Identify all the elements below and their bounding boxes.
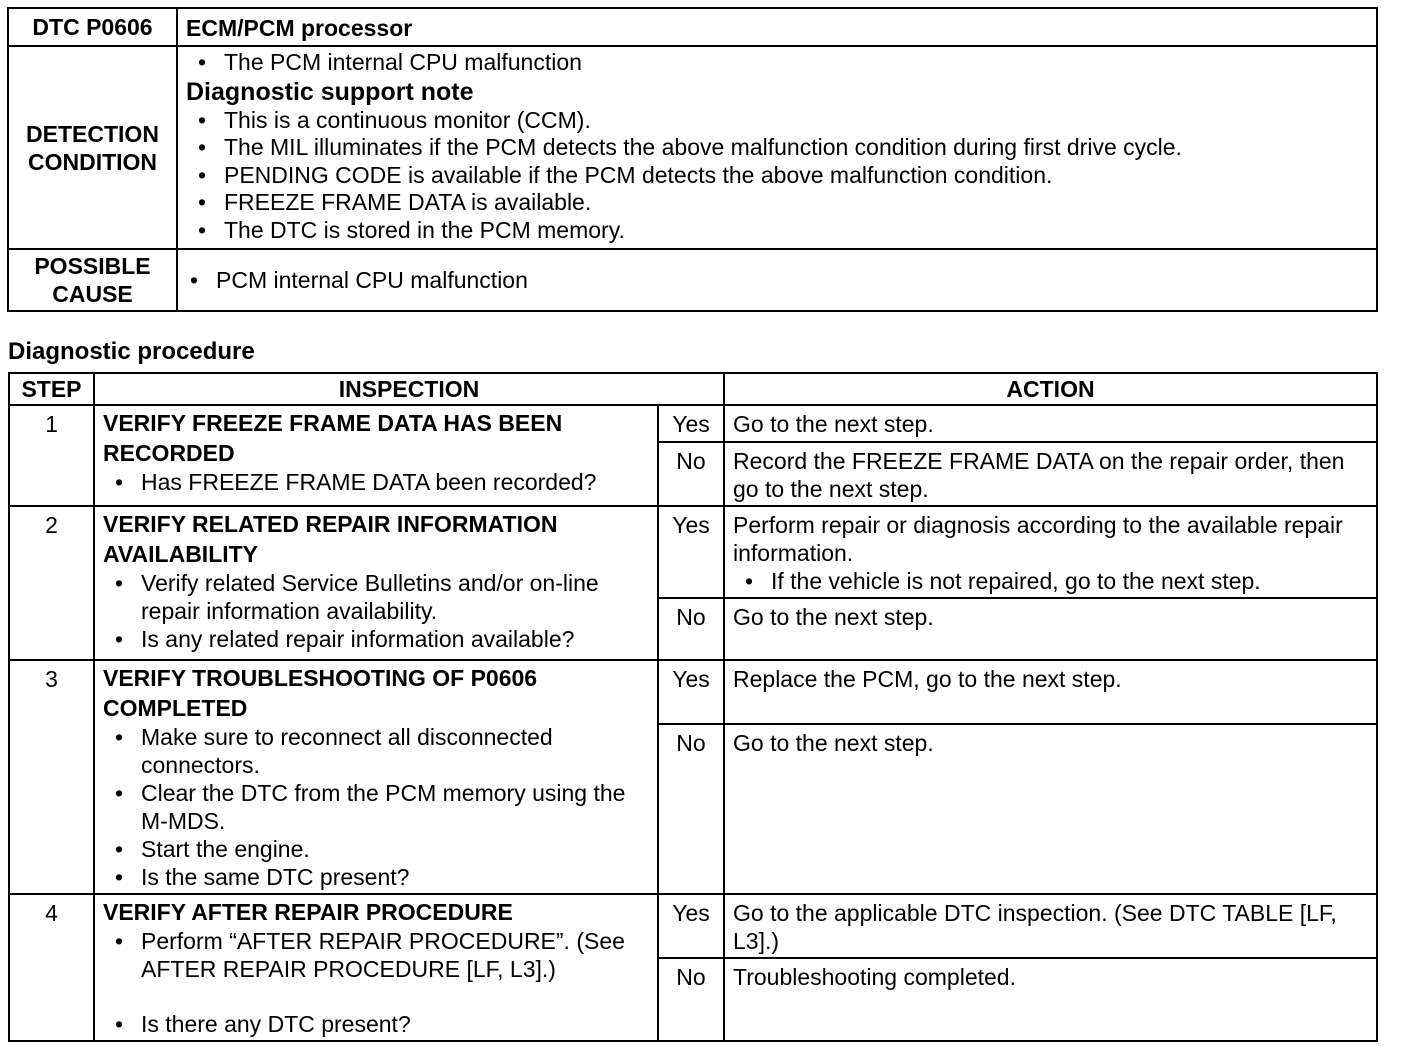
step-title: VERIFY TROUBLESHOOTING OF P0606 COMPLETED bbox=[103, 665, 538, 721]
step-item: • Has FREEZE FRAME DATA been recorded? bbox=[103, 468, 651, 496]
yes-action-cell bbox=[724, 506, 1377, 598]
cause-list bbox=[178, 267, 1376, 294]
detection-condition-body bbox=[177, 46, 1377, 249]
no-action: Troubleshooting completed. bbox=[724, 958, 1377, 1041]
no-action: Go to the next step. bbox=[724, 724, 1377, 894]
yes-action: Replace the PCM, go to the next step. bbox=[724, 660, 1377, 724]
no-label: No bbox=[658, 724, 724, 894]
step-number: 4 bbox=[9, 894, 94, 1041]
step-items bbox=[103, 468, 651, 496]
support-note-item: • The MIL illuminates if the PCM detects the above malfunction condition during first drive cycle. bbox=[186, 134, 1376, 162]
support-note-list bbox=[186, 107, 1376, 245]
detection-condition-label bbox=[8, 46, 177, 249]
support-note-item: • PENDING CODE is available if the PCM detects the above malfunction condition. bbox=[186, 162, 1376, 190]
possible-cause-label bbox=[8, 249, 177, 311]
step-item: • Make sure to reconnect all disconnected connectors. bbox=[103, 723, 651, 779]
step-item: • Is the same DTC present? bbox=[103, 863, 651, 891]
procedure-title: Diagnostic procedure bbox=[8, 338, 255, 365]
yes-action: Perform repair or diagnosis according to the available repair information. bbox=[733, 512, 1343, 566]
yes-action-item: • If the vehicle is not repaired, go to the next step. bbox=[733, 567, 1370, 595]
step-item: • Clear the DTC from the PCM memory using the M-MDS. bbox=[103, 779, 651, 835]
header-step: STEP bbox=[9, 373, 94, 405]
header-action: ACTION bbox=[724, 373, 1377, 405]
no-label: No bbox=[658, 598, 724, 660]
no-label: No bbox=[658, 442, 724, 506]
step-item: • Perform “AFTER REPAIR PROCEDURE”. (See AFTER REPAIR PROCEDURE [LF, L3].) bbox=[103, 927, 651, 983]
yes-label: Yes bbox=[658, 506, 724, 598]
yes-label: Yes bbox=[658, 660, 724, 724]
yes-action-list bbox=[733, 567, 1370, 595]
step-title: VERIFY FREEZE FRAME DATA HAS BEEN RECORDED bbox=[103, 410, 563, 466]
no-label: No bbox=[658, 958, 724, 1041]
dtc-info-table bbox=[7, 7, 1378, 312]
step-inspection bbox=[94, 405, 658, 506]
cause-label-text: POSSIBLE CAUSE bbox=[34, 253, 151, 307]
cause-item: • PCM internal CPU malfunction bbox=[178, 267, 1376, 294]
step-items bbox=[103, 723, 651, 891]
support-note-title: Diagnostic support note bbox=[186, 77, 474, 106]
step-inspection bbox=[94, 506, 658, 660]
header-inspection: INSPECTION bbox=[94, 373, 724, 405]
step-number: 2 bbox=[9, 506, 94, 660]
possible-cause-body bbox=[177, 249, 1377, 311]
no-action: Record the FREEZE FRAME DATA on the repair order, then go to the next step. bbox=[724, 442, 1377, 506]
detection-list bbox=[186, 49, 1376, 77]
support-note-item: • FREEZE FRAME DATA is available. bbox=[186, 189, 1376, 217]
step-item: • Is any related repair information available? bbox=[103, 625, 651, 653]
step-title: VERIFY AFTER REPAIR PROCEDURE bbox=[103, 899, 513, 925]
dtc-title: ECM/PCM processor bbox=[177, 8, 1377, 46]
yes-action: Go to the applicable DTC inspection. (See DTC TABLE [LF, L3].) bbox=[724, 894, 1377, 958]
step-number: 3 bbox=[9, 660, 94, 894]
step-title: VERIFY RELATED REPAIR INFORMATION AVAILABILITY bbox=[103, 511, 558, 567]
support-note-item: • The DTC is stored in the PCM memory. bbox=[186, 217, 1376, 245]
step-item: • Is there any DTC present? bbox=[103, 1010, 651, 1038]
step-inspection bbox=[94, 660, 658, 894]
detection-label-text: DETECTION CONDITION bbox=[26, 120, 159, 175]
yes-label: Yes bbox=[658, 894, 724, 958]
dtc-code-label: DTC P0606 bbox=[8, 8, 177, 46]
step-item: • Verify related Service Bulletins and/or on-line repair information availability. bbox=[103, 569, 651, 625]
yes-action: Go to the next step. bbox=[724, 405, 1377, 442]
detection-item: • The PCM internal CPU malfunction bbox=[186, 49, 1376, 77]
yes-label: Yes bbox=[658, 405, 724, 442]
no-action: Go to the next step. bbox=[724, 598, 1377, 660]
procedure-table bbox=[8, 372, 1378, 1042]
step-inspection bbox=[94, 894, 658, 1041]
step-item: • Start the engine. bbox=[103, 835, 651, 863]
step-items bbox=[103, 927, 651, 1038]
support-note-item: • This is a continuous monitor (CCM). bbox=[186, 107, 1376, 135]
step-items bbox=[103, 569, 651, 653]
step-number: 1 bbox=[9, 405, 94, 506]
